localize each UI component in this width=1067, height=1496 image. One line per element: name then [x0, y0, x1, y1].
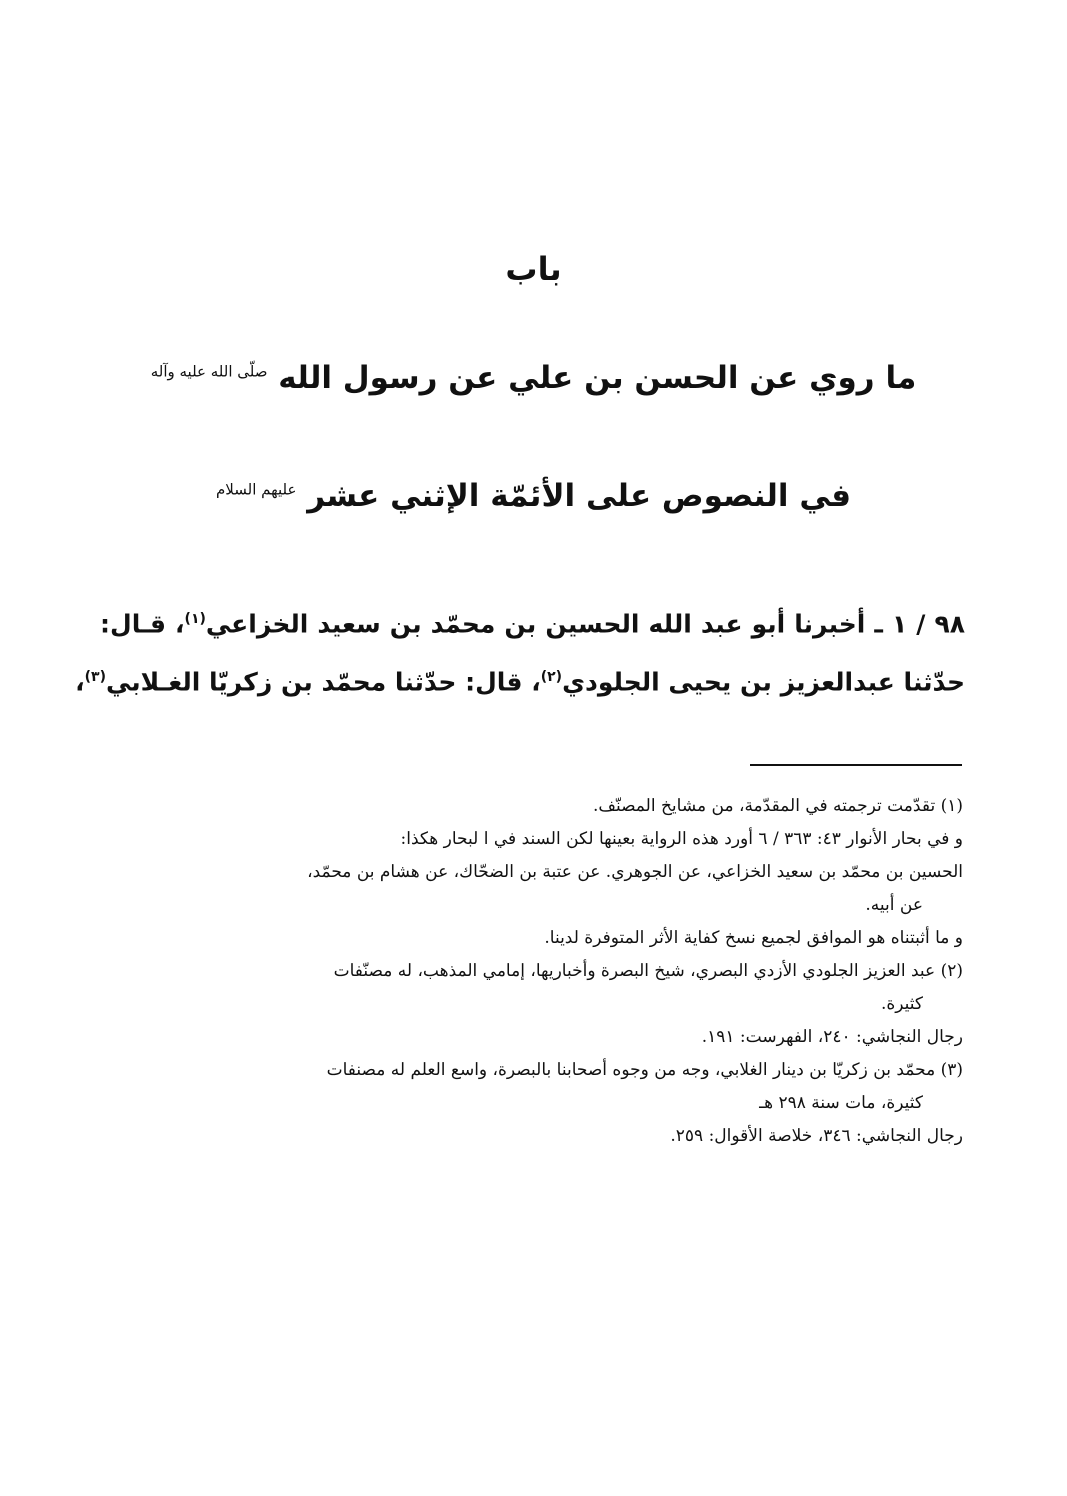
chapter-title-line-2: [0, 478, 1067, 514]
footnote-line: رجال النجاشي: ٣٤٦، خلاصة الأقوال: ٢٥٩.: [670, 1126, 963, 1146]
hadith-text: [75, 590, 965, 706]
footnote-line: رجال النجاشي: ٢٤٠، الفهرست: ١٩١.: [701, 1027, 963, 1047]
honorific-ligature: عليهم السلام: [216, 480, 297, 499]
footnote-divider: [750, 764, 962, 766]
chapter-title-text-2: في النصوص على الأئمّة الإثني عشر: [307, 478, 851, 514]
footnote-line: كثيرة، مات سنة ٢٩٨ هـ: [759, 1093, 923, 1113]
hadith-line-2: [75, 648, 965, 706]
footnote-ref-2: (٢): [540, 669, 563, 685]
chapter-title-line-1: [0, 360, 1067, 396]
footnote-line: و في بحار الأنوار ٤٣: ٣٦٣ / ٦ أورد هذه الرواية بعينها لكن السند في ا لبحار هكذا:: [400, 829, 963, 849]
footnote-line: عن أبيه.: [865, 895, 923, 915]
footnote-line: الحسين بن محمّد بن سعيد الخزاعي، عن الجوهري. عن عتبة بن الضحّاك، عن هشام بن محمّد،: [307, 862, 963, 882]
hadith-line-2-tail: ،: [75, 667, 85, 697]
footnote-line: كثيرة.: [880, 994, 923, 1014]
honorific-ligature: صلّى الله عليه وآله: [150, 362, 268, 381]
footnote-line: (١) تقدّمت ترجمته في المقدّمة، من مشايخ المصنّف.: [592, 796, 963, 816]
chapter-label: [0, 250, 1067, 288]
footnote-line: و ما أثبتناه هو الموافق لجميع نسخ كفاية الأثر المتوفرة لدينا.: [544, 928, 963, 948]
hadith-line-2-text-a: حدّثنا عبدالعزيز بن يحيى الجلودي: [562, 667, 965, 697]
footnote-ref-1: (١): [184, 611, 206, 627]
hadith-line-2-text-b: ، قال: حدّثنا محمّد بن زكريّا الغـلابي: [106, 667, 541, 697]
footnote-line: (٢) عبد العزيز الجلودي الأزدي البصري، شيخ البصرة وأخباريها، إمامي المذهب، له مصنّفات: [333, 961, 963, 981]
footnote-ref-3: (٣): [84, 669, 106, 685]
hadith-line-1-text: ٩٨ / ١ ـ أخبرنا أبو عبد الله الحسين بن محمّد بن سعيد الخزاعي: [205, 609, 965, 639]
chapter-title-text-1: ما روي عن الحسن بن علي عن رسول الله: [278, 360, 917, 396]
hadith-line-1-tail: ، قـال:: [100, 609, 185, 639]
chapter-label-text: باب: [505, 250, 562, 288]
footnote-line: (٣) محمّد بن زكريّا بن دينار الغلابي، وجه من وجوه أصحابنا بالبصرة، واسع العلم له مصنفات: [326, 1060, 963, 1080]
footnotes: [100, 790, 963, 1153]
hadith-line-1: [100, 590, 965, 648]
